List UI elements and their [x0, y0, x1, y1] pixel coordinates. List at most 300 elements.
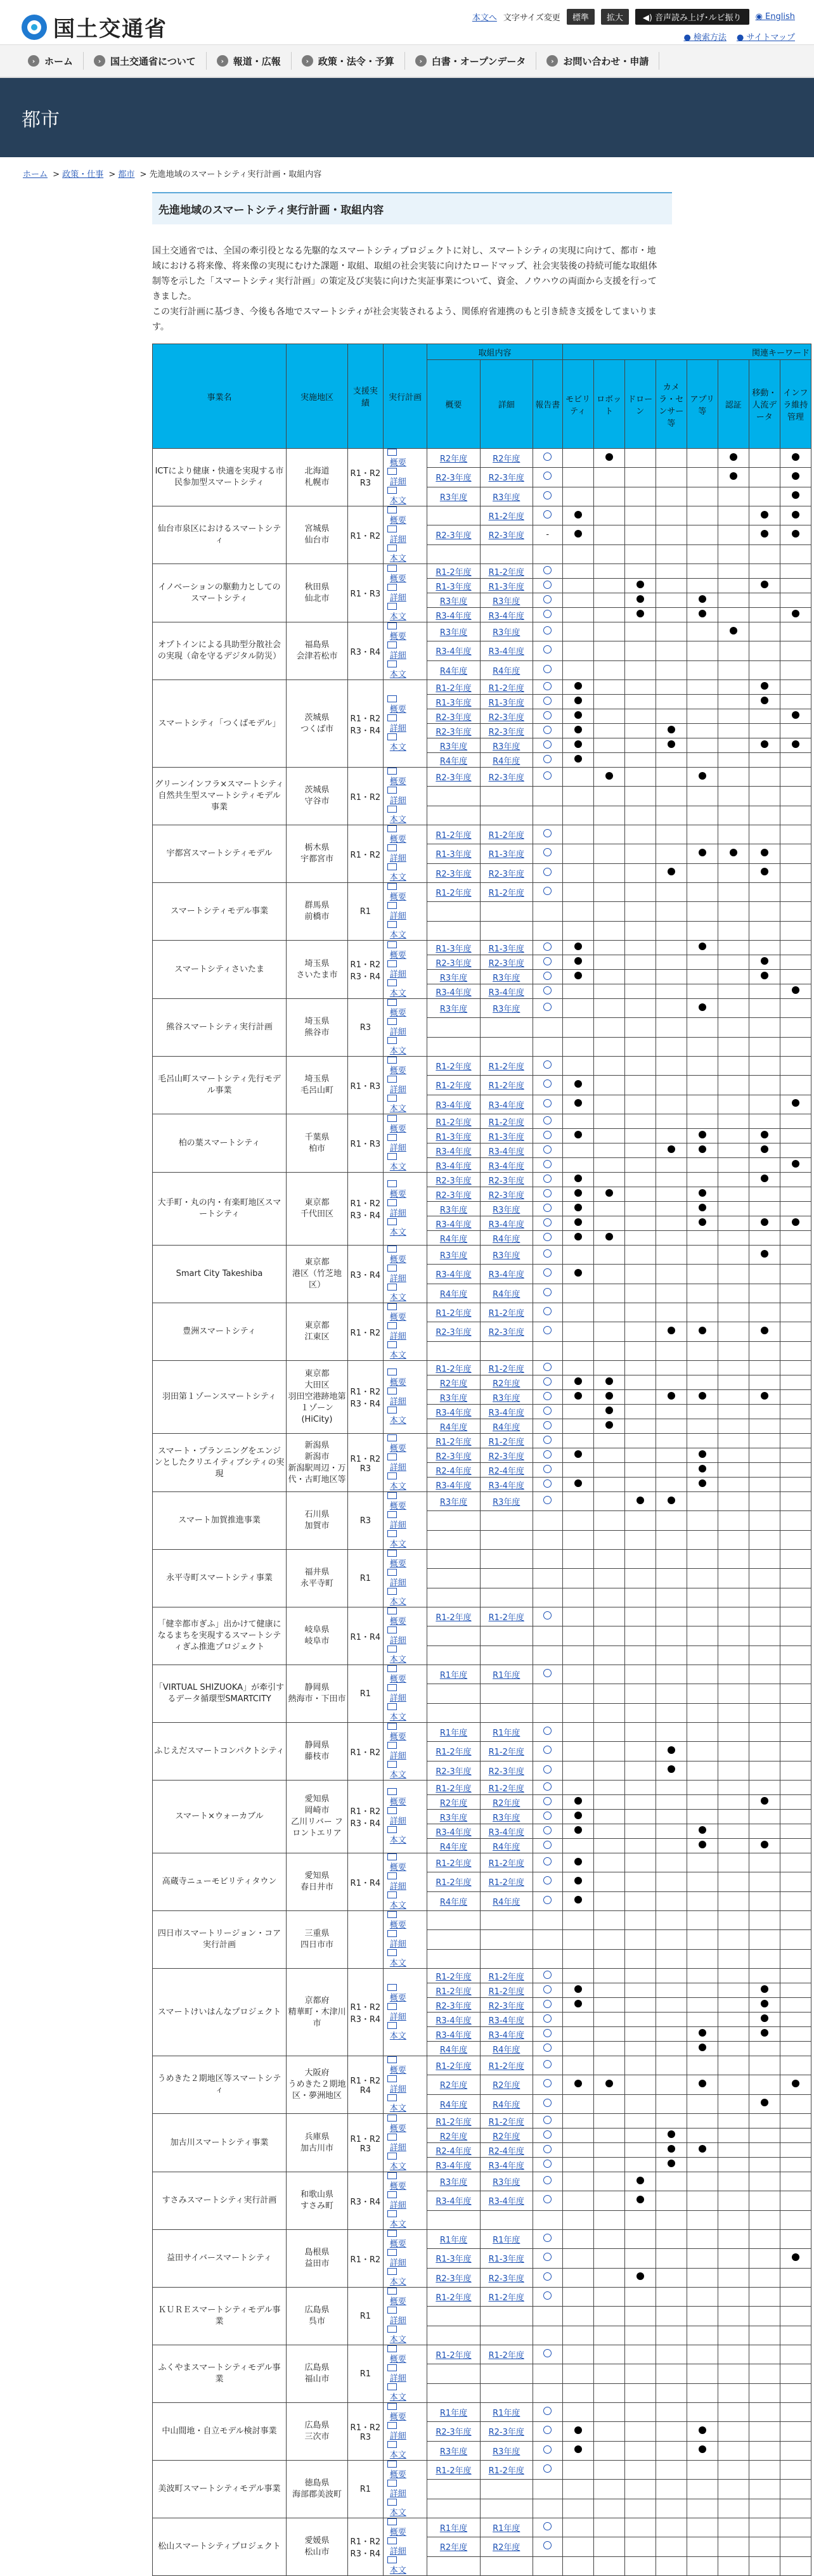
plan-link-2[interactable]: 本文 [385, 1761, 426, 1780]
plan-link-1[interactable]: 詳細 [385, 2364, 426, 2383]
summary-link[interactable]: R1-2年度 [436, 2062, 472, 2072]
summary-link[interactable]: R1年度 [439, 1671, 468, 1681]
report-link-icon[interactable] [543, 1003, 552, 1011]
detail-link[interactable]: R3-4年度 [488, 1147, 524, 1157]
report-link-icon[interactable] [543, 1876, 552, 1884]
search-method-link[interactable]: ● 検索方法 [683, 33, 727, 42]
summary-link[interactable]: R3-4年度 [436, 1270, 472, 1280]
detail-link[interactable]: R1-2年度 [488, 683, 524, 693]
plan-link-0[interactable]: 概要 [385, 1434, 426, 1453]
detail-link[interactable]: R4年度 [493, 756, 520, 766]
summary-link[interactable]: R2-3年度 [436, 473, 472, 484]
detail-link[interactable]: R1-2年度 [488, 2351, 524, 2361]
summary-link[interactable]: R3-4年度 [436, 647, 472, 657]
plan-link-0[interactable]: 概要 [385, 1665, 426, 1684]
report-link-icon[interactable] [543, 1079, 552, 1088]
summary-link[interactable]: R3-4年度 [436, 1147, 472, 1157]
detail-link[interactable]: R1-2年度 [488, 2117, 524, 2127]
detail-link[interactable]: R4年度 [493, 1234, 520, 1244]
report-link-icon[interactable] [543, 740, 552, 749]
plan-link-1[interactable]: 詳細 [385, 2480, 426, 2499]
summary-link[interactable]: R4年度 [439, 1897, 468, 1907]
plan-link-2[interactable]: 本文 [385, 2556, 426, 2575]
plan-link-0[interactable]: 概要 [385, 2056, 426, 2075]
font-size-large-button[interactable]: 拡大 [601, 9, 629, 25]
detail-link[interactable]: R2-3年度 [488, 531, 524, 541]
detail-link[interactable]: R2-3年度 [488, 473, 524, 484]
detail-link[interactable]: R1-2年度 [488, 1987, 524, 1997]
plan-link-1[interactable]: 詳細 [385, 1807, 426, 1826]
report-link-icon[interactable] [543, 665, 552, 673]
plan-link-1[interactable]: 詳細 [385, 1076, 426, 1095]
summary-link[interactable]: R1-2年度 [436, 1364, 472, 1374]
plan-link-0[interactable]: 概要 [385, 506, 426, 525]
plan-link-2[interactable]: 本文 [385, 2441, 426, 2460]
detail-link[interactable]: R1-2年度 [488, 512, 524, 522]
plan-link-2[interactable]: 本文 [385, 660, 426, 679]
plan-link-0[interactable]: 概要 [385, 1607, 426, 1626]
plan-link-1[interactable]: 詳細 [385, 2003, 426, 2022]
summary-link[interactable]: R3年度 [439, 1205, 468, 1215]
report-link-icon[interactable] [543, 581, 552, 589]
plan-link-1[interactable]: 詳細 [385, 902, 426, 921]
detail-link[interactable]: R3年度 [493, 628, 520, 638]
plan-link-2[interactable]: 本文 [385, 921, 426, 940]
detail-link[interactable]: R3年度 [493, 973, 520, 983]
plan-link-0[interactable]: 概要 [385, 1788, 426, 1807]
summary-link[interactable]: R2-4年度 [436, 2146, 472, 2156]
summary-link[interactable]: R3年度 [439, 973, 468, 983]
summary-link[interactable]: R1年度 [439, 1729, 468, 1739]
detail-link[interactable]: R2-3年度 [488, 727, 524, 737]
report-link-icon[interactable] [543, 2291, 552, 2300]
plan-link-0[interactable]: 概要 [385, 825, 426, 844]
detail-link[interactable]: R4年度 [493, 2045, 520, 2055]
nav-item-3[interactable] [292, 52, 405, 70]
report-link-icon[interactable] [543, 2000, 552, 2008]
plan-link-1[interactable]: 詳細 [385, 1626, 426, 1645]
plan-link-0[interactable]: 概要 [385, 768, 426, 787]
report-link-icon[interactable] [543, 2099, 552, 2107]
plan-link-1[interactable]: 詳細 [385, 960, 426, 979]
report-link-icon[interactable] [543, 1326, 552, 1334]
summary-link[interactable]: R3-4年度 [436, 1100, 472, 1111]
detail-link[interactable]: R1-3年度 [488, 582, 524, 592]
detail-link[interactable]: R1-2年度 [488, 1062, 524, 1072]
plan-link-2[interactable]: 本文 [385, 1407, 426, 1426]
report-link-icon[interactable] [543, 755, 552, 763]
plan-link-2[interactable]: 本文 [385, 1153, 426, 1172]
plan-link-0[interactable]: 概要 [385, 941, 426, 960]
summary-link[interactable]: R1-2年度 [436, 567, 472, 577]
report-link-icon[interactable] [543, 2176, 552, 2184]
report-link-icon[interactable] [543, 1985, 552, 1993]
summary-link[interactable]: R1-2年度 [436, 2351, 472, 2361]
breadcrumb-item-2[interactable]: 都市 [118, 170, 135, 179]
detail-link[interactable]: R1-2年度 [488, 831, 524, 841]
summary-link[interactable]: R3-4年度 [436, 611, 472, 621]
detail-link[interactable]: R3年度 [493, 1205, 520, 1215]
nav-item-5[interactable] [536, 52, 659, 70]
detail-link[interactable]: R1-2年度 [488, 1613, 524, 1623]
detail-link[interactable]: R3-4年度 [488, 988, 524, 998]
plan-link-1[interactable]: 詳細 [385, 787, 426, 806]
plan-link-1[interactable]: 詳細 [385, 1018, 426, 1037]
detail-link[interactable]: R4年度 [493, 666, 520, 676]
report-link-icon[interactable] [543, 887, 552, 895]
summary-link[interactable]: R1-2年度 [436, 2293, 472, 2303]
sitemap-link[interactable]: ● サイトマップ [736, 33, 795, 42]
report-link-icon[interactable] [543, 1611, 552, 1620]
plan-link-0[interactable]: 概要 [385, 2403, 426, 2422]
summary-link[interactable]: R3年度 [439, 1005, 468, 1015]
detail-link[interactable]: R2-3年度 [488, 2428, 524, 2438]
report-link-icon[interactable] [543, 943, 552, 951]
plan-link-0[interactable]: 概要 [385, 622, 426, 641]
plan-link-2[interactable]: 本文 [385, 1530, 426, 1549]
plan-link-1[interactable]: 詳細 [385, 2422, 426, 2441]
summary-link[interactable]: R2-3年度 [436, 1767, 472, 1777]
summary-link[interactable]: R2-3年度 [436, 2001, 472, 2011]
plan-link-1[interactable]: 詳細 [385, 468, 426, 487]
detail-link[interactable]: R2-3年度 [488, 2274, 524, 2284]
plan-link-0[interactable]: 概要 [385, 1492, 426, 1511]
plan-link-2[interactable]: 本文 [385, 1472, 426, 1491]
detail-link[interactable]: R1-2年度 [488, 1972, 524, 1982]
breadcrumb-item-0[interactable]: ホーム [23, 170, 48, 179]
detail-link[interactable]: R3年度 [493, 1813, 520, 1823]
summary-link[interactable]: R4年度 [439, 1234, 468, 1244]
detail-link[interactable]: R3年度 [493, 1251, 520, 1261]
report-link-icon[interactable] [543, 626, 552, 634]
summary-link[interactable]: R1-2年度 [436, 1987, 472, 1997]
plan-link-1[interactable]: 詳細 [385, 2191, 426, 2210]
english-link[interactable]: ◉ English [755, 12, 795, 22]
plan-link-1[interactable]: 詳細 [385, 1265, 426, 1284]
summary-link[interactable]: R2-3年度 [436, 531, 472, 541]
summary-link[interactable]: R1-3年度 [436, 2255, 472, 2265]
summary-link[interactable]: R4年度 [439, 1422, 468, 1433]
plan-link-2[interactable]: 本文 [385, 2022, 426, 2041]
summary-link[interactable]: R3-4年度 [436, 2197, 472, 2207]
plan-link-0[interactable]: 概要 [385, 1911, 426, 1930]
report-link-icon[interactable] [543, 1407, 552, 1415]
report-link-icon[interactable] [543, 1116, 552, 1124]
plan-link-0[interactable]: 概要 [385, 883, 426, 902]
report-link-icon[interactable] [543, 1857, 552, 1865]
detail-link[interactable]: R1年度 [493, 1671, 520, 1681]
summary-link[interactable]: R1-2年度 [436, 831, 472, 841]
report-link-icon[interactable] [543, 1377, 552, 1386]
plan-link-0[interactable]: 概要 [385, 2172, 426, 2191]
detail-link[interactable]: R3年度 [493, 596, 520, 607]
report-link-icon[interactable] [543, 1233, 552, 1241]
report-link-icon[interactable] [543, 1060, 552, 1069]
plan-link-2[interactable]: 本文 [385, 1949, 426, 1968]
detail-link[interactable]: R2-3年度 [488, 2001, 524, 2011]
plan-link-1[interactable]: 詳細 [385, 844, 426, 863]
detail-link[interactable]: R1-2年度 [488, 2293, 524, 2303]
summary-link[interactable]: R3年度 [439, 742, 468, 752]
plan-link-2[interactable]: 本文 [385, 2268, 426, 2287]
summary-link[interactable]: R3-4年度 [436, 2161, 472, 2171]
plan-link-2[interactable]: 本文 [385, 2499, 426, 2518]
detail-link[interactable]: R2-3年度 [488, 712, 524, 723]
report-link-icon[interactable] [543, 1160, 552, 1168]
report-link-icon[interactable] [543, 1812, 552, 1820]
detail-link[interactable]: R2-3年度 [488, 1190, 524, 1201]
detail-link[interactable]: R1-2年度 [488, 1878, 524, 1888]
summary-link[interactable]: R2-3年度 [436, 1190, 472, 1201]
summary-link[interactable]: R1-3年度 [436, 698, 472, 708]
report-link-icon[interactable] [543, 1479, 552, 1488]
plan-link-1[interactable]: 詳細 [385, 1511, 426, 1530]
detail-link[interactable]: R1-3年度 [488, 698, 524, 708]
summary-link[interactable]: R3年度 [439, 596, 468, 607]
summary-link[interactable]: R2-3年度 [436, 958, 472, 969]
report-link-icon[interactable] [543, 2426, 552, 2434]
plan-link-2[interactable]: 本文 [385, 1826, 426, 1845]
detail-link[interactable]: R2年度 [493, 2543, 520, 2553]
detail-link[interactable]: R1年度 [493, 1729, 520, 1739]
summary-link[interactable]: R1年度 [439, 2524, 468, 2534]
summary-link[interactable]: R1-3年度 [436, 582, 472, 592]
summary-link[interactable]: R1-2年度 [436, 1062, 472, 1072]
report-link-icon[interactable] [543, 1450, 552, 1459]
plan-link-1[interactable]: 詳細 [385, 2537, 426, 2556]
detail-link[interactable]: R1-3年度 [488, 850, 524, 860]
plan-link-0[interactable]: 概要 [385, 1115, 426, 1134]
plan-link-0[interactable]: 概要 [385, 449, 426, 468]
summary-link[interactable]: R1-2年度 [436, 1748, 472, 1758]
plan-link-0[interactable]: 概要 [385, 565, 426, 584]
breadcrumb-item-1[interactable]: 政策・仕事 [62, 170, 104, 179]
summary-link[interactable]: R3-4年度 [436, 2016, 472, 2026]
detail-link[interactable]: R3-4年度 [488, 1100, 524, 1111]
detail-link[interactable]: R1-2年度 [488, 2062, 524, 2072]
report-link-icon[interactable] [543, 771, 552, 780]
detail-link[interactable]: R1年度 [493, 2236, 520, 2246]
plan-link-1[interactable]: 詳細 [385, 1742, 426, 1761]
summary-link[interactable]: R2年度 [439, 2132, 468, 2142]
plan-link-0[interactable]: 概要 [385, 1180, 426, 1199]
report-link-icon[interactable] [543, 2407, 552, 2415]
summary-link[interactable]: R3年度 [439, 1498, 468, 1508]
report-link-icon[interactable] [543, 595, 552, 603]
summary-link[interactable]: R3-4年度 [436, 1827, 472, 1838]
report-link-icon[interactable] [543, 972, 552, 980]
summary-link[interactable]: R1-2年度 [436, 1437, 472, 1447]
summary-link[interactable]: R3-4年度 [436, 2030, 472, 2040]
plan-link-0[interactable]: 概要 [385, 1984, 426, 2003]
voice-reading-button[interactable]: ◀) 音声読み上げ･ルビ振り [635, 9, 749, 25]
detail-link[interactable]: R3年度 [493, 742, 520, 752]
report-link-icon[interactable] [543, 1971, 552, 1979]
summary-link[interactable]: R3年度 [439, 1251, 468, 1261]
summary-link[interactable]: R2年度 [439, 454, 468, 465]
report-link-icon[interactable] [543, 726, 552, 734]
report-link-icon[interactable] [543, 1782, 552, 1791]
nav-item-4[interactable] [405, 52, 537, 70]
summary-link[interactable]: R4年度 [439, 666, 468, 676]
plan-link-1[interactable]: 詳細 [385, 1199, 426, 1218]
report-link-icon[interactable] [543, 2234, 552, 2242]
plan-link-2[interactable]: 本文 [385, 2094, 426, 2113]
plan-link-0[interactable]: 概要 [385, 2345, 426, 2364]
report-link-icon[interactable] [543, 453, 552, 461]
plan-link-1[interactable]: 詳細 [385, 1453, 426, 1472]
detail-link[interactable]: R1年度 [493, 2409, 520, 2419]
summary-link[interactable]: R3年度 [439, 493, 468, 503]
detail-link[interactable]: R3-4年度 [488, 2030, 524, 2040]
detail-link[interactable]: R2-3年度 [488, 1767, 524, 1777]
detail-link[interactable]: R3-4年度 [488, 1481, 524, 1491]
report-link-icon[interactable] [543, 848, 552, 856]
report-link-icon[interactable] [543, 829, 552, 837]
nav-item-2[interactable] [207, 52, 292, 70]
site-logo[interactable] [22, 11, 167, 42]
plan-link-2[interactable]: 本文 [385, 733, 426, 752]
detail-link[interactable]: R2年度 [493, 2132, 520, 2142]
summary-link[interactable]: R1-3年度 [436, 944, 472, 954]
report-link-icon[interactable] [543, 2014, 552, 2023]
detail-link[interactable]: R3年度 [493, 2178, 520, 2188]
nav-item-0[interactable] [18, 52, 84, 70]
detail-link[interactable]: R2-3年度 [488, 869, 524, 879]
summary-link[interactable]: R1-2年度 [436, 2117, 472, 2127]
summary-link[interactable]: R2-3年度 [436, 869, 472, 879]
summary-link[interactable]: R1-3年度 [436, 850, 472, 860]
report-link-icon[interactable] [543, 1746, 552, 1754]
detail-link[interactable]: R1-2年度 [488, 1748, 524, 1758]
report-link-icon[interactable] [543, 2522, 552, 2530]
detail-link[interactable]: R1-2年度 [488, 1309, 524, 1319]
detail-link[interactable]: R3-4年度 [488, 2161, 524, 2171]
detail-link[interactable]: R1-2年度 [488, 1081, 524, 1092]
plan-link-0[interactable]: 概要 [385, 1853, 426, 1872]
report-link-icon[interactable] [543, 2272, 552, 2281]
detail-link[interactable]: R2-3年度 [488, 773, 524, 783]
plan-link-2[interactable]: 本文 [385, 1037, 426, 1056]
report-link-icon[interactable] [543, 1204, 552, 1212]
detail-link[interactable]: R2年度 [493, 2081, 520, 2091]
summary-link[interactable]: R3年度 [439, 1393, 468, 1403]
detail-link[interactable]: R2-4年度 [488, 1466, 524, 1476]
detail-link[interactable]: R3-4年度 [488, 1827, 524, 1838]
plan-link-2[interactable]: 本文 [385, 2383, 426, 2402]
report-link-icon[interactable] [543, 1826, 552, 1834]
summary-link[interactable]: R2年度 [439, 1379, 468, 1389]
plan-link-2[interactable]: 本文 [385, 1645, 426, 1665]
detail-link[interactable]: R4年度 [493, 1897, 520, 1907]
plan-link-2[interactable]: 本文 [385, 544, 426, 564]
detail-link[interactable]: R3年度 [493, 1005, 520, 1015]
report-link-icon[interactable] [543, 2029, 552, 2037]
report-link-icon[interactable] [543, 2160, 552, 2168]
detail-link[interactable]: R3-4年度 [488, 1270, 524, 1280]
detail-link[interactable]: R3-4年度 [488, 2016, 524, 2026]
report-link-icon[interactable] [543, 1363, 552, 1371]
plan-link-2[interactable]: 本文 [385, 2210, 426, 2229]
detail-link[interactable]: R1-2年度 [488, 1117, 524, 1128]
detail-link[interactable]: R4年度 [493, 1422, 520, 1433]
report-link-icon[interactable] [543, 2060, 552, 2068]
report-link-icon[interactable] [543, 472, 552, 480]
report-link-icon[interactable] [543, 2541, 552, 2549]
report-link-icon[interactable] [543, 1099, 552, 1107]
report-link-icon[interactable] [543, 1465, 552, 1473]
summary-link[interactable]: R3-4年度 [436, 1161, 472, 1171]
detail-link[interactable]: R1-2年度 [488, 1784, 524, 1794]
detail-link[interactable]: R3-4年度 [488, 2197, 524, 2207]
plan-link-0[interactable]: 概要 [385, 1368, 426, 1388]
report-link-icon[interactable] [543, 986, 552, 995]
report-link-icon[interactable] [543, 1307, 552, 1315]
report-link-icon[interactable] [543, 1496, 552, 1504]
detail-link[interactable]: R1-2年度 [488, 1859, 524, 1869]
detail-link[interactable]: R1-3年度 [488, 2255, 524, 2265]
plan-link-2[interactable]: 本文 [385, 863, 426, 882]
detail-link[interactable]: R2年度 [493, 1379, 520, 1389]
summary-link[interactable]: R1-2年度 [436, 1309, 472, 1319]
summary-link[interactable]: R4年度 [439, 2100, 468, 2110]
plan-link-0[interactable]: 概要 [385, 2518, 426, 2537]
detail-link[interactable]: R2年度 [493, 454, 520, 465]
plan-link-0[interactable]: 概要 [385, 1550, 426, 1569]
plan-link-1[interactable]: 詳細 [385, 1322, 426, 1341]
report-link-icon[interactable] [543, 2130, 552, 2139]
detail-link[interactable]: R1-2年度 [488, 1437, 524, 1447]
skip-to-content-link[interactable]: 本文へ [472, 13, 497, 23]
detail-link[interactable]: R1-2年度 [488, 2466, 524, 2476]
report-link-icon[interactable] [543, 645, 552, 654]
summary-link[interactable]: R1-2年度 [436, 889, 472, 899]
font-size-standard-button[interactable]: 標準 [567, 9, 595, 25]
plan-link-2[interactable]: 本文 [385, 603, 426, 622]
plan-link-1[interactable]: 詳細 [385, 1684, 426, 1703]
detail-link[interactable]: R3年度 [493, 2447, 520, 2457]
report-link-icon[interactable] [543, 711, 552, 719]
plan-link-1[interactable]: 詳細 [385, 1134, 426, 1153]
detail-link[interactable]: R3年度 [493, 493, 520, 503]
report-link-icon[interactable] [543, 1896, 552, 1904]
summary-link[interactable]: R2年度 [439, 2081, 468, 2091]
report-link-icon[interactable] [543, 697, 552, 705]
plan-link-0[interactable]: 概要 [385, 1057, 426, 1076]
summary-link[interactable]: R4年度 [439, 2045, 468, 2055]
detail-link[interactable]: R1年度 [493, 2524, 520, 2534]
detail-link[interactable]: R3-4年度 [488, 1408, 524, 1418]
detail-link[interactable]: R4年度 [493, 1842, 520, 1852]
plan-link-2[interactable]: 本文 [385, 1095, 426, 1114]
plan-link-2[interactable]: 本文 [385, 2153, 426, 2172]
summary-link[interactable]: R2年度 [439, 2543, 468, 2553]
summary-link[interactable]: R4年度 [439, 1289, 468, 1299]
report-link-icon[interactable] [543, 868, 552, 876]
summary-link[interactable]: R1-3年度 [436, 1132, 472, 1142]
summary-link[interactable]: R1-2年度 [436, 1081, 472, 1092]
report-link-icon[interactable] [543, 2195, 552, 2203]
report-link-icon[interactable] [543, 2079, 552, 2087]
report-link-icon[interactable] [543, 510, 552, 518]
detail-link[interactable]: R2-3年度 [488, 1176, 524, 1186]
plan-link-0[interactable]: 概要 [385, 2230, 426, 2249]
detail-link[interactable]: R3年度 [493, 1498, 520, 1508]
detail-link[interactable]: R1-3年度 [488, 944, 524, 954]
plan-link-0[interactable]: 概要 [385, 1303, 426, 1322]
summary-link[interactable]: R1年度 [439, 2409, 468, 2419]
detail-link[interactable]: R1-2年度 [488, 567, 524, 577]
